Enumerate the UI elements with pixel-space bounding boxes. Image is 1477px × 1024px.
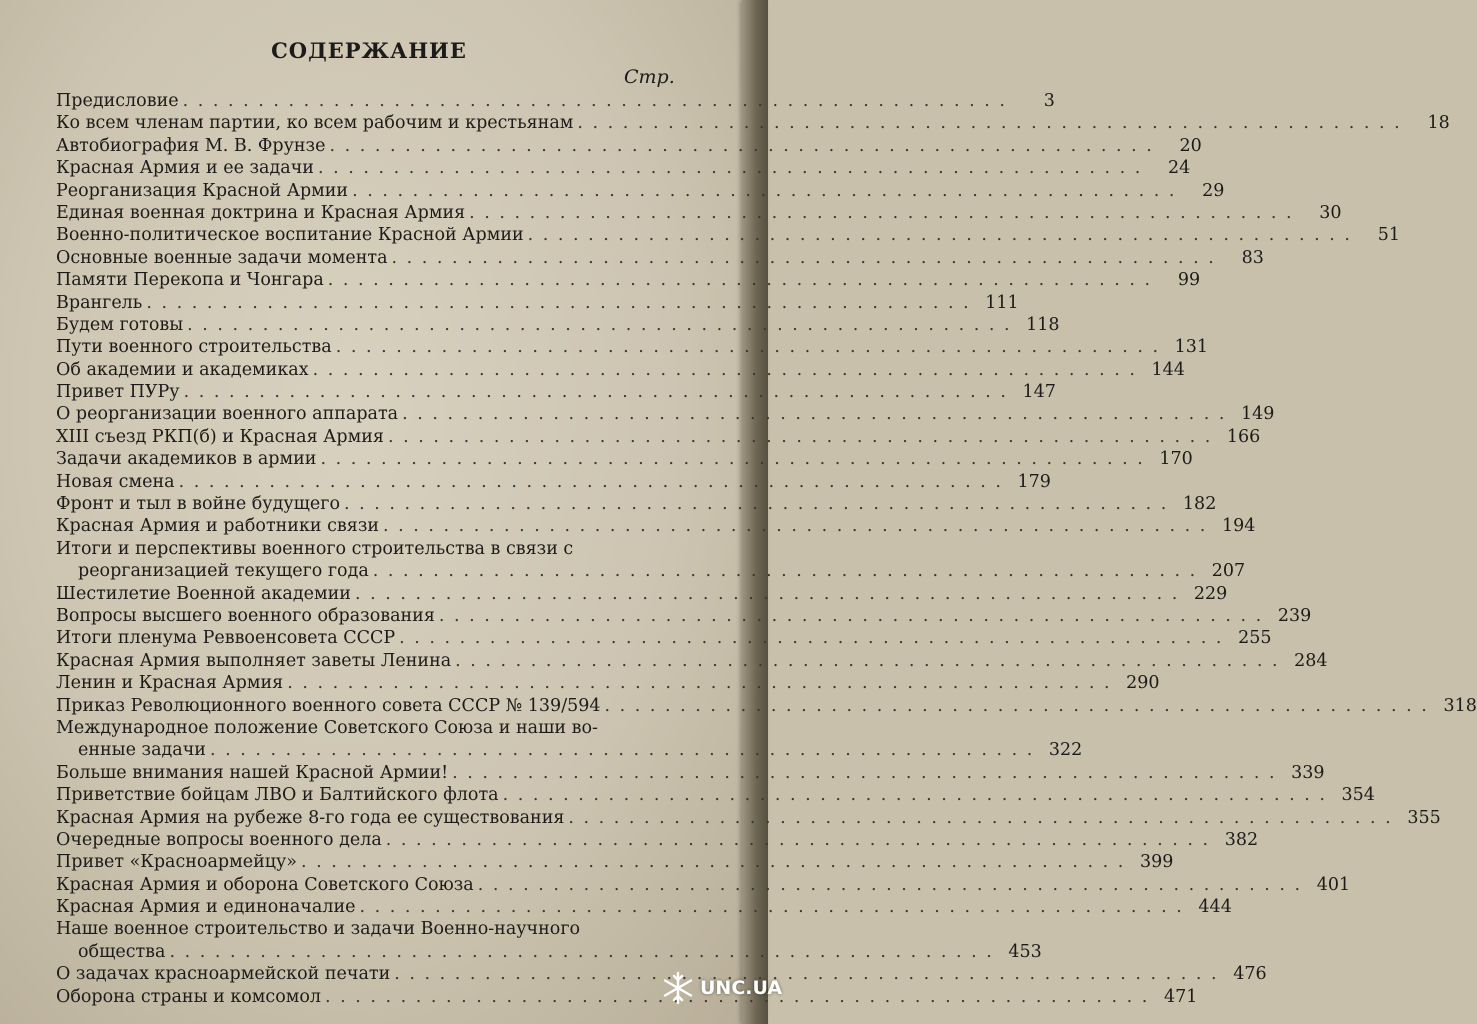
- toc-entry-title: Красная Армия на рубеже 8-го года ее существования: [56, 807, 565, 828]
- toc-entry-page: 339: [1291, 762, 1325, 783]
- toc-dot-leader: [373, 560, 1197, 582]
- toc-entry-title: Красная Армия выполняет заветы Ленина: [56, 650, 452, 671]
- toc-entry-page: 118: [1026, 314, 1060, 335]
- toc-entry: [56, 650, 1328, 672]
- toc-dot-leader: [210, 739, 1034, 761]
- toc-dot-leader: [329, 135, 1153, 157]
- toc-dot-leader: [287, 672, 1111, 694]
- toc-entry-title: Пути военного строительства: [56, 337, 332, 358]
- toc-entry-title: Привет «Красноармейцу»: [56, 852, 297, 873]
- toc-entry-page: 24: [1168, 158, 1191, 179]
- toc-entry-page: 399: [1139, 852, 1174, 873]
- toc-entry-title: Задачи академиков в армии: [56, 449, 317, 470]
- toc-entry-title: Приказ Революционного военного совета СССР № 139/594: [56, 695, 601, 716]
- toc-entry: [56, 381, 1056, 403]
- toc-entry-title: Красная Армия и работники связи: [56, 516, 380, 537]
- toc-entry-page: 355: [1407, 807, 1441, 828]
- toc-entry-page: 284: [1294, 650, 1328, 671]
- toc-entry-title: О реорганизации военного аппарата: [56, 404, 399, 425]
- toc-entry: [56, 605, 1312, 627]
- toc-entry-page: 476: [1233, 964, 1267, 985]
- toc-entry: [56, 963, 1267, 985]
- toc-entry: [56, 448, 1193, 470]
- toc-entry: [56, 672, 1160, 694]
- toc-entry-page: 20: [1179, 135, 1202, 156]
- watermark: [660, 968, 782, 1008]
- toc-entry-page: 255: [1238, 628, 1272, 649]
- page-title: СОДЕРЖАНИЕ: [271, 38, 467, 63]
- toc-entry: [56, 583, 1228, 605]
- toc-entry-page: 182: [1182, 494, 1217, 515]
- toc-dot-leader: [455, 650, 1279, 672]
- toc-entry-title: Ко всем членам партии, ко всем рабочим и крестьянам: [56, 113, 574, 134]
- toc-entry-page: 354: [1341, 785, 1375, 806]
- toc-entry-page: 322: [1048, 740, 1083, 761]
- toc-entry-title: Основные военные задачи момента: [56, 247, 388, 268]
- toc-entry-title: Оборона страны и комсомол: [56, 986, 322, 1007]
- toc-entry-title: Очередные вопросы военного дела: [56, 829, 382, 850]
- toc-entry-title: Больше внимания нашей Красной Армии!: [56, 762, 449, 783]
- toc-entry-title: Привет ПУРу: [56, 382, 180, 403]
- toc-entry: [56, 314, 1060, 336]
- toc-dot-leader: [313, 359, 1137, 381]
- toc-entry: [56, 269, 1201, 291]
- toc-entry-page: 207: [1211, 561, 1246, 582]
- toc-entry: [56, 784, 1375, 806]
- toc-entry-title: Об академии и академиках: [56, 359, 309, 380]
- toc-dot-leader: [388, 426, 1212, 448]
- toc-entry-title: Военно-политическое воспитание Красной Армии: [56, 225, 524, 246]
- toc-entry: [56, 627, 1272, 649]
- toc-entry-title: Красная Армия и ее задачи: [56, 158, 314, 179]
- toc-entry: [56, 515, 1256, 537]
- toc-dot-leader: [503, 784, 1327, 806]
- toc-dot-leader: [328, 269, 1152, 291]
- toc-entry-page: 3: [1043, 91, 1055, 111]
- toc-entry-title: Реорганизация Красной Армии: [56, 180, 349, 201]
- toc-entry: [56, 180, 1225, 202]
- toc-dot-leader: [183, 90, 1007, 112]
- toc-dot-leader: [318, 157, 1142, 179]
- toc-entry: [56, 426, 1261, 448]
- toc-dot-leader: [146, 292, 970, 314]
- toc-entry-page: 166: [1226, 426, 1261, 447]
- toc-entry-title: Международное положение Советского Союза и наши во-: [56, 717, 598, 738]
- toc-entry: [56, 717, 1083, 762]
- toc-entry-page: 229: [1193, 583, 1228, 604]
- toc-entry-page: 111: [985, 292, 1019, 313]
- toc-entry-page: 29: [1202, 180, 1225, 201]
- toc-dot-leader: [179, 471, 1003, 493]
- toc-dot-leader: [577, 112, 1401, 134]
- toc-dot-leader: [320, 448, 1144, 470]
- toc-entry-page: 382: [1224, 829, 1259, 850]
- toc-entry-title: Шестилетие Военной академии: [56, 583, 351, 604]
- toc-dot-leader: [452, 762, 1276, 784]
- toc-entry: [56, 918, 1042, 963]
- toc-entry-title: Приветствие бойцам ЛВО и Балтийского флота: [56, 785, 499, 806]
- toc-entry-page: 144: [1151, 359, 1185, 380]
- toc-dot-leader: [344, 493, 1168, 515]
- toc-dot-leader: [184, 381, 1008, 403]
- toc-entry-title: Врангель: [56, 292, 143, 313]
- toc-entry-title: Наше военное строительство и задачи Военно-научного: [56, 919, 581, 940]
- toc-entry: [56, 112, 1450, 134]
- toc-entry-page: 170: [1159, 449, 1193, 470]
- toc-entry-title-continuation: реорганизацией текущего года: [78, 561, 369, 582]
- toc-entry-title: Красная Армия и оборона Советского Союза: [56, 874, 474, 895]
- toc-dot-leader: [568, 807, 1392, 829]
- toc-entry-title: Предисловие: [56, 91, 179, 111]
- toc-entry-page: 149: [1241, 404, 1275, 425]
- toc-entry: [56, 896, 1232, 918]
- toc-entry: [56, 762, 1325, 784]
- toc-entry: [56, 359, 1185, 381]
- toc-entry-title: Будем готовы: [56, 314, 184, 335]
- toc-entry-title: Итоги и перспективы военного строительства в связи с: [56, 538, 574, 559]
- toc-entry-title: О задачах красноармейской печати: [56, 964, 391, 985]
- toc-entry-page: 131: [1174, 337, 1209, 358]
- toc-entry-page: 194: [1221, 516, 1256, 537]
- toc-entry-title: Новая смена: [56, 471, 175, 492]
- toc-dot-leader: [402, 403, 1226, 425]
- toc-entry: [56, 90, 1055, 112]
- toc-entry-title: Фронт и тыл в войне будущего: [56, 494, 340, 515]
- toc-dot-leader: [469, 202, 1293, 224]
- toc-entry-title: Вопросы высшего военного образования: [56, 605, 435, 626]
- toc-entry-page: 99: [1177, 270, 1201, 291]
- toc-dot-leader: [399, 627, 1223, 649]
- toc-entry-page: 453: [1008, 941, 1042, 962]
- toc-dot-leader: [383, 515, 1207, 537]
- page-column-label: Стр.: [624, 66, 675, 88]
- toc-entry-title: Ленин и Красная Армия: [56, 673, 284, 694]
- toc-dot-leader: [352, 180, 1176, 202]
- toc-entry: [56, 471, 1051, 493]
- toc-dot-leader: [301, 851, 1125, 873]
- toc-entry-page: 290: [1126, 673, 1160, 694]
- toc-entry-page: 179: [1017, 471, 1051, 492]
- toc-entry-page: 471: [1163, 986, 1198, 1007]
- toc-entry: [56, 403, 1275, 425]
- toc-entry-title: Автобиография М. В. Фрунзе: [56, 135, 326, 156]
- toc-dot-leader: [605, 695, 1429, 717]
- toc-entry-page: 18: [1427, 113, 1450, 134]
- toc-dot-leader: [394, 963, 1218, 985]
- toc-entry-page: 401: [1316, 874, 1351, 895]
- toc-entry: [56, 851, 1174, 873]
- toc-dot-leader: [359, 896, 1183, 918]
- toc-entry-page: 239: [1277, 605, 1312, 626]
- toc-entry-page: 318: [1443, 695, 1477, 716]
- toc-entry: [56, 695, 1477, 717]
- toc-entry: [56, 157, 1191, 179]
- toc-entry-title: Памяти Перекопа и Чонгара: [56, 270, 324, 291]
- toc-entry: [56, 829, 1259, 851]
- toc-entry-page: 444: [1198, 897, 1232, 918]
- toc-entry: [56, 874, 1351, 896]
- toc-entry-title: Красная Армия и единоначалие: [56, 897, 356, 918]
- toc-entry-title-continuation: енные задачи: [78, 740, 206, 761]
- toc-entry-title: Итоги пленума Реввоенсовета СССР: [56, 628, 396, 649]
- toc-dot-leader: [187, 314, 1011, 336]
- toc-entry-page: 83: [1241, 247, 1264, 268]
- toc-entry-page: 30: [1319, 202, 1342, 223]
- toc-dot-leader: [478, 874, 1302, 896]
- toc-entry: [56, 493, 1217, 515]
- toc-entry: [56, 247, 1264, 269]
- toc-dot-leader: [355, 583, 1179, 605]
- toc-entry: [56, 538, 1246, 583]
- toc-dot-leader: [392, 247, 1216, 269]
- toc-dot-leader: [439, 605, 1263, 627]
- toc-entry-title: Единая военная доктрина и Красная Армия: [56, 202, 466, 223]
- toc-entry: [56, 807, 1441, 829]
- toc-dot-leader: [528, 224, 1352, 246]
- toc-entry: [56, 292, 1019, 314]
- toc-entry-title-continuation: общества: [78, 941, 166, 962]
- toc-entry-page: 51: [1377, 225, 1400, 246]
- toc-entry-page: 147: [1022, 382, 1056, 403]
- toc-dot-leader: [336, 336, 1160, 358]
- toc-entry-title: XIII съезд РКП(б) и Красная Армия: [56, 426, 384, 447]
- toc-entry: [56, 336, 1209, 358]
- toc-dot-leader: [169, 941, 993, 963]
- toc-dot-leader: [386, 829, 1210, 851]
- watermark-text: UNC.UA: [700, 977, 783, 999]
- snowflake-logo-icon: [660, 970, 696, 1006]
- toc-entry: [56, 135, 1202, 157]
- toc-entry: [56, 224, 1400, 246]
- toc-entry: [56, 202, 1342, 224]
